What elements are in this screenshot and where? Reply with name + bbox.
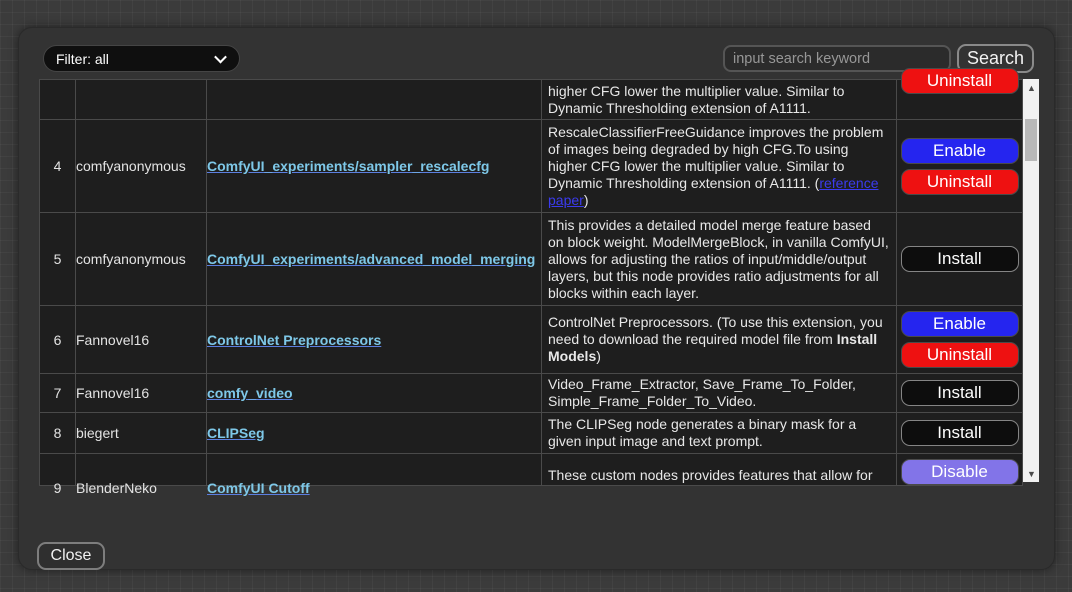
scroll-up-button[interactable]: ▲ (1027, 82, 1036, 93)
description-text: Video_Frame_Extractor, Save_Frame_To_Folder, Simple_Frame_Folder_To_Video. (548, 376, 856, 409)
extension-name-link[interactable]: ComfyUI_experiments/advanced_model_merging (207, 251, 536, 267)
description-text: higher CFG lower the multiplier value. Similar to Dynamic Thresholding extension of A1111. (548, 83, 845, 116)
extension-name-link[interactable]: ComfyUI Cutoff (207, 480, 310, 496)
description-text: ControlNet Preprocessors. (To use this extension, you need to download the required model file from (548, 314, 883, 347)
row-actions (897, 246, 1022, 272)
row-description (542, 312, 896, 367)
table-row (40, 80, 1023, 120)
row-index: 4 (53, 158, 62, 174)
extensions-table-body (40, 71, 1023, 496)
extension-name-link[interactable]: ComfyUI_experiments/sampler_rescalecfg (207, 158, 490, 174)
filter-select-value: Filter: all (56, 50, 109, 67)
row-actions (897, 138, 1022, 195)
row-actions (897, 311, 1022, 368)
search-button[interactable]: Search (957, 44, 1034, 73)
table-row (40, 454, 1023, 486)
extensions-table-wrap (39, 71, 1039, 496)
uninstall-button[interactable]: Uninstall (901, 342, 1019, 368)
row-description (542, 80, 896, 119)
row-actions (897, 420, 1022, 446)
row-actions (897, 71, 1022, 119)
description-text: ) (583, 191, 589, 208)
install-button[interactable]: Install (901, 420, 1019, 446)
row-index (40, 80, 75, 119)
row-author: comfyanonymous (76, 251, 186, 267)
description-text: These custom nodes provides features that allow for (548, 467, 873, 483)
description-text: RescaleClassifierFreeGuidance improves the problem of images being degraded by high CFG.To using higher CFG lower the multiplier value. Similar to Dynamic Thresholding extension of A1111. ( (548, 123, 884, 191)
enable-button[interactable]: Enable (901, 311, 1019, 337)
description-bold-text: Install Models (548, 331, 878, 364)
row-description (542, 374, 896, 412)
uninstall-button[interactable]: Uninstall (901, 68, 1019, 94)
description-text: The CLIPSeg node generates a binary mask for a given input image and text prompt. (548, 416, 857, 449)
row-author: Fannovel16 (76, 385, 150, 401)
description-text: ) (596, 348, 601, 364)
row-author: BlenderNeko (76, 480, 157, 496)
row-author: biegert (76, 425, 119, 441)
extension-manager-dialog (18, 27, 1055, 570)
row-index: 9 (53, 480, 62, 496)
row-actions (897, 454, 1022, 485)
scrollbar-thumb[interactable] (1025, 119, 1037, 161)
chevron-down-icon (214, 51, 227, 64)
install-button[interactable]: Install (901, 380, 1019, 406)
disable-button[interactable]: Disable (901, 459, 1019, 485)
description-link[interactable]: reference paper (548, 174, 879, 208)
row-actions (897, 380, 1022, 406)
row-author (76, 80, 206, 119)
table-scrollbar[interactable] (1023, 79, 1039, 482)
install-button[interactable]: Install (901, 246, 1019, 272)
filter-select[interactable] (43, 45, 240, 72)
table-row (40, 306, 1023, 374)
extension-name-link[interactable]: comfy_video (207, 385, 293, 401)
row-author: Fannovel16 (76, 331, 150, 348)
description-text: This provides a detailed model merge feature based on block weight. ModelMergeBlock, in vanilla ComfyUI, allows for adjusting the ratios of input/middle/output layers, but this node provides ratio adjustments for all blocks within each layer. (548, 216, 889, 301)
table-row (40, 213, 1023, 306)
uninstall-button[interactable]: Uninstall (901, 169, 1019, 195)
extension-name-link[interactable]: ControlNet Preprocessors (207, 331, 382, 348)
row-description (542, 454, 896, 485)
scroll-down-button[interactable]: ▼ (1027, 468, 1036, 479)
row-description (542, 215, 896, 304)
row-index: 5 (53, 251, 62, 267)
row-author: comfyanonymous (76, 158, 186, 174)
close-button[interactable]: Close (37, 542, 105, 570)
extensions-table (39, 71, 1023, 496)
extension-name-link[interactable]: CLIPSeg (207, 425, 265, 441)
row-index: 6 (53, 331, 62, 348)
table-row (40, 413, 1023, 454)
enable-button[interactable]: Enable (901, 138, 1019, 164)
row-description (542, 122, 896, 211)
table-row (40, 374, 1023, 413)
row-description (542, 414, 896, 452)
table-row (40, 120, 1023, 213)
row-index: 8 (53, 425, 62, 441)
row-index: 7 (53, 385, 62, 401)
